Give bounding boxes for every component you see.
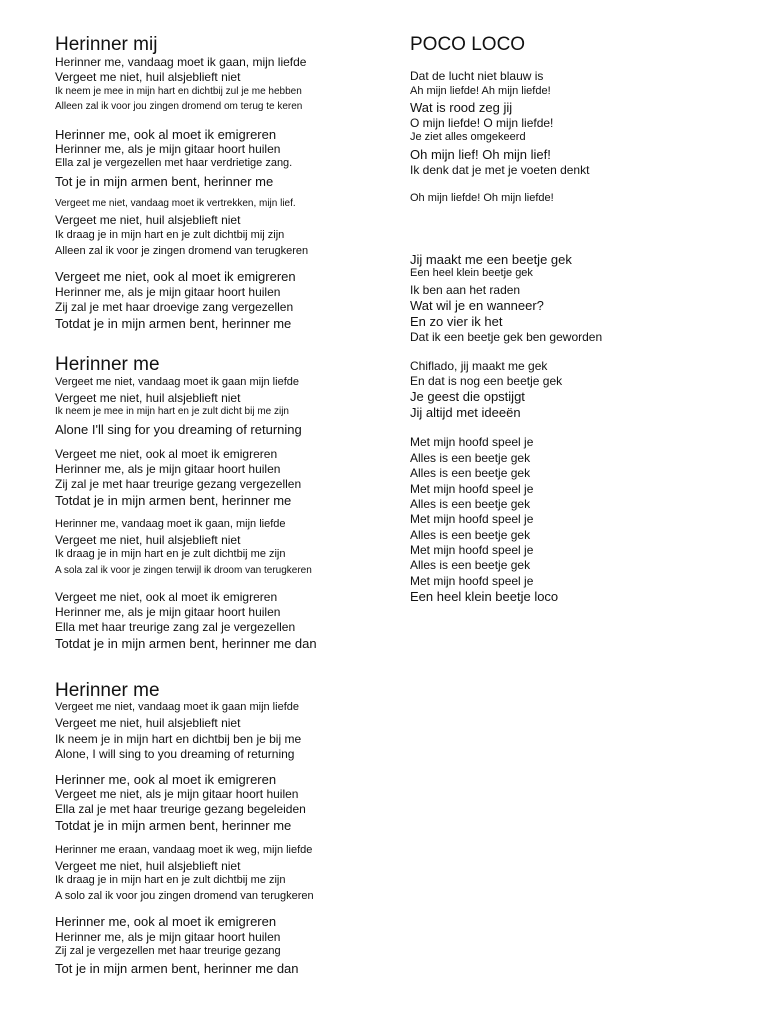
lyric-line: Dat ik een beetje gek ben geworden (410, 330, 603, 344)
lyric-line: Je ziet alles omgekeerd (410, 131, 526, 143)
lyric-line: Een heel klein beetje gek (410, 267, 533, 279)
lyric-line: Ella zal je vergezellen met haar verdrietige zang. (55, 157, 293, 169)
lyric-line: Alles is een beetje gek (410, 451, 531, 465)
lyric-line: Vergeet me niet, vandaag moet ik gaan mijn liefde (55, 701, 299, 713)
lyric-line: Vergeet me niet, vandaag moet ik vertrekken, mijn lief. (55, 198, 296, 209)
lyric-line: Herinner me, vandaag moet ik gaan, mijn liefde (55, 55, 307, 69)
lyric-line: Jij maakt me een beetje gek (410, 252, 572, 267)
lyric-line: Vergeet me niet, ook al moet ik emigreren (55, 269, 296, 284)
lyric-line: Alleen zal ik voor je zingen dromend van terugkeren (55, 245, 309, 257)
lyric-line: Ik neem je mee in mijn hart en dichtbij zul je me hebben (55, 86, 302, 97)
lyric-line: Totdat je in mijn armen bent, herinner me (55, 818, 292, 833)
lyric-line: Herinner me, ook al moet ik emigreren (55, 772, 277, 787)
lyric-line: Alles is een beetje gek (410, 466, 531, 480)
lyric-line: Vergeet me niet, als je mijn gitaar hoort huilen (55, 787, 299, 801)
lyric-line: Herinner me eraan, vandaag moet ik weg, mijn liefde (55, 844, 313, 856)
lyric-line: Oh mijn liefde! Oh mijn liefde! (410, 192, 554, 204)
lyric-line: A sola zal ik voor je zingen terwijl ik droom van terugkeren (55, 565, 312, 576)
lyric-line: Ik neem je mee in mijn hart en je zult dicht bij me zijn (55, 406, 289, 417)
lyric-line: Vergeet me niet, huil alsjeblieft niet (55, 70, 241, 84)
lyric-line: Ik ben aan het raden (410, 283, 521, 297)
lyric-line: Zij zal je met haar droevige zang vergezellen (55, 300, 294, 314)
lyric-line: Vergeet me niet, huil alsjeblieft niet (55, 391, 241, 405)
lyric-line: Tot je in mijn armen bent, herinner me dan (55, 961, 299, 976)
lyric-line: Herinner me, vandaag moet ik gaan, mijn liefde (55, 518, 286, 530)
lyric-line: Alone I'll sing for you dreaming of returning (55, 422, 302, 437)
song-title: POCO LOCO (410, 34, 526, 55)
lyric-line: Een heel klein beetje loco (410, 589, 559, 604)
lyric-line: Vergeet me niet, huil alsjeblieft niet (55, 716, 241, 730)
lyric-line: Vergeet me niet, ook al moet ik emigreren (55, 447, 278, 461)
lyric-line: Herinner me, als je mijn gitaar hoort huilen (55, 462, 281, 476)
lyric-line: Jij altijd met ideeën (410, 405, 521, 420)
lyric-line: Tot je in mijn armen bent, herinner me (55, 174, 274, 189)
lyric-line: Met mijn hoofd speel je (410, 574, 534, 588)
lyric-line: Alone, I will sing to you dreaming of returning (55, 747, 295, 761)
lyric-line: Vergeet me niet, huil alsjeblieft niet (55, 213, 241, 227)
lyric-line: Ik draag je in mijn hart en je zult dichtbij me zijn (55, 874, 286, 886)
lyric-line: Alleen zal ik voor jou zingen dromend om terug te keren (55, 101, 303, 112)
lyric-line: O mijn liefde! O mijn liefde! (410, 116, 554, 130)
lyric-line: Zij zal je vergezellen met haar treurige gezang (55, 945, 281, 957)
lyric-line: Ella zal je met haar treurige gezang begeleiden (55, 802, 306, 816)
lyric-line: Totdat je in mijn armen bent, herinner me (55, 316, 292, 331)
lyric-line: A solo zal ik voor jou zingen dromend van terugkeren (55, 890, 314, 902)
lyric-line: Oh mijn lief! Oh mijn lief! (410, 147, 551, 162)
lyric-line: Wat wil je en wanneer? (410, 298, 544, 313)
lyric-line: En zo vier ik het (410, 314, 503, 329)
lyric-line: Herinner me, ook al moet ik emigreren (55, 914, 277, 929)
lyric-line: Herinner me, als je mijn gitaar hoort huilen (55, 142, 281, 156)
lyric-line: Alles is een beetje gek (410, 558, 531, 572)
lyric-line: Ik neem je in mijn hart en dichtbij ben je bij me (55, 732, 302, 746)
lyric-line: Met mijn hoofd speel je (410, 543, 534, 557)
lyric-line: Alles is een beetje gek (410, 497, 531, 511)
lyric-line: Ella met haar treurige zang zal je vergezellen (55, 620, 296, 634)
song-title: Herinner me (55, 354, 160, 375)
lyric-line: Wat is rood zeg jij (410, 100, 513, 115)
lyric-line: Dat de lucht niet blauw is (410, 69, 544, 83)
lyric-line: Herinner me, als je mijn gitaar hoort huilen (55, 285, 281, 299)
lyric-line: Zij zal je met haar treurige gezang vergezellen (55, 477, 302, 491)
lyric-line: Totdat je in mijn armen bent, herinner me (55, 493, 292, 508)
lyric-line: Je geest die opstijgt (410, 389, 525, 404)
lyric-line: Ik draag je in mijn hart en je zult dichtbij me zijn (55, 548, 286, 560)
lyric-line: Vergeet me niet, vandaag moet ik gaan mijn liefde (55, 376, 299, 388)
lyric-line: Met mijn hoofd speel je (410, 435, 534, 449)
song-title: Herinner mij (55, 34, 158, 55)
song-title: Herinner me (55, 680, 160, 701)
lyric-line: Ik draag je in mijn hart en je zult dichtbij mij zijn (55, 229, 285, 241)
lyric-line: Vergeet me niet, huil alsjeblieft niet (55, 859, 241, 873)
lyric-line: Chiflado, jij maakt me gek (410, 359, 548, 373)
lyric-line: Vergeet me niet, ook al moet ik emigreren (55, 590, 278, 604)
lyric-line: Ik denk dat je met je voeten denkt (410, 163, 590, 177)
lyric-line: En dat is nog een beetje gek (410, 374, 563, 388)
lyric-line: Herinner me, ook al moet ik emigreren (55, 127, 277, 142)
lyric-line: Met mijn hoofd speel je (410, 512, 534, 526)
lyric-line: Totdat je in mijn armen bent, herinner me dan (55, 636, 317, 651)
lyric-line: Ah mijn liefde! Ah mijn liefde! (410, 85, 551, 97)
lyric-line: Alles is een beetje gek (410, 528, 531, 542)
lyric-line: Herinner me, als je mijn gitaar hoort huilen (55, 605, 281, 619)
lyric-line: Met mijn hoofd speel je (410, 482, 534, 496)
lyric-line: Herinner me, als je mijn gitaar hoort huilen (55, 930, 281, 944)
lyric-line: Vergeet me niet, huil alsjeblieft niet (55, 533, 241, 547)
